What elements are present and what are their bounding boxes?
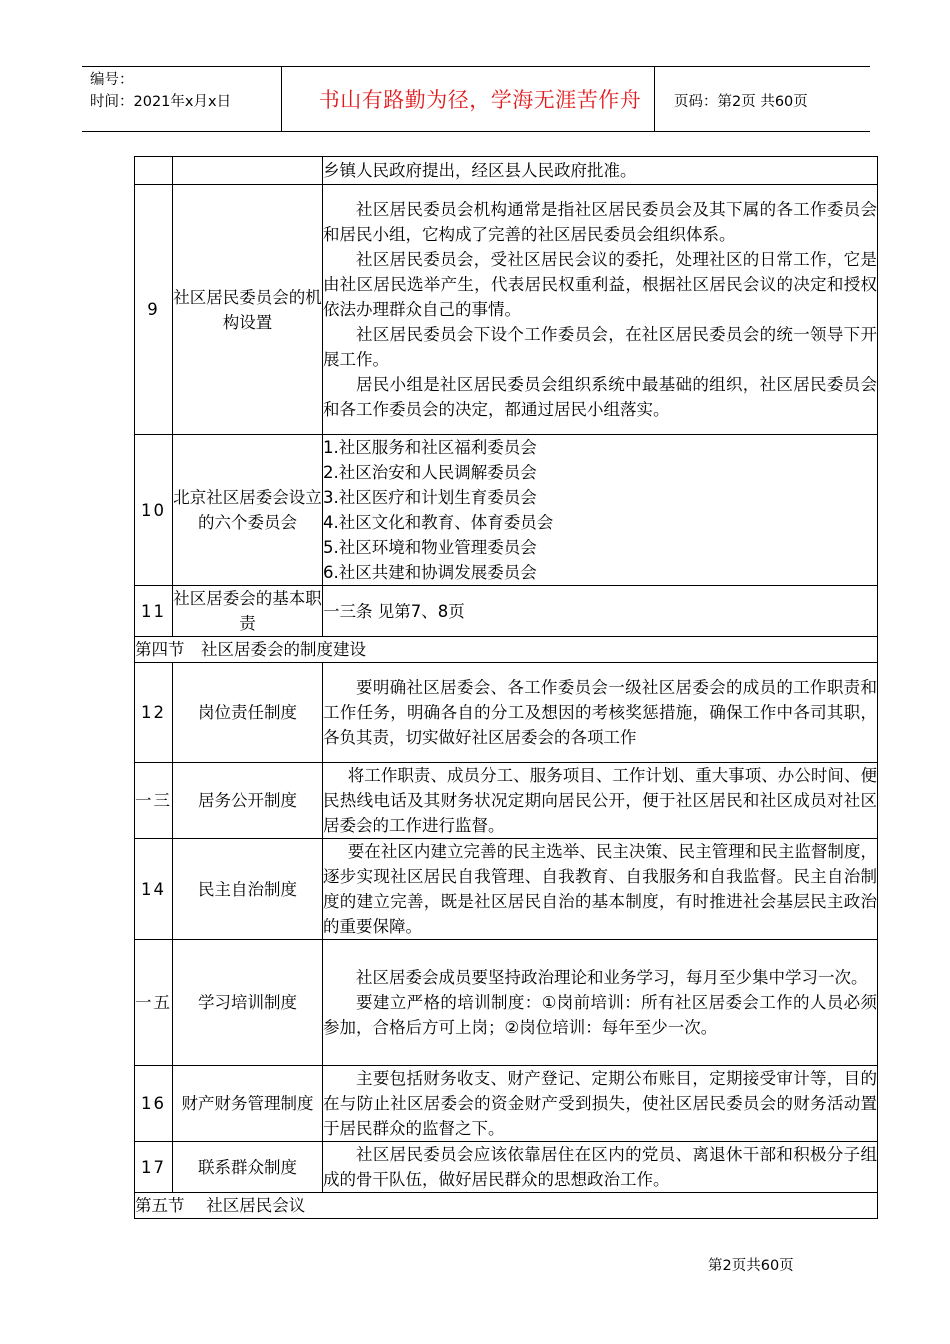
row-number: 一五 [135,940,173,1066]
row-content [323,185,878,435]
row-title: 学习培训制度 [173,940,323,1066]
table-row [135,435,878,586]
table-row [135,586,878,637]
paragraph: 将工作职责、成员分工、服务项目、工作计划、重大事项、办公时间、便民热线电话及其财务状况定期向居民公开，便于社区居民和社区成员对社区居委会的工作进行监督。 [323,766,877,835]
table-row [135,157,878,185]
row-content [323,1066,878,1142]
row-content [323,763,878,839]
paragraph: 要明确社区居委会、各工作委员会一级社区居委会的成员的工作职责和工作任务，明确各自的分工及想因的考核奖惩措施，确保工作中各司其职，各负其责，切实做好社区居委会的各项工作 [323,678,877,747]
row-content: 一三条 见第7、8页 [323,586,878,637]
table-row [135,663,878,763]
paragraph: 居民小组是社区居民委员会组织系统中最基础的组织，社区居民委员会和各工作委员会的决定，都通过居民小组落实。 [323,375,877,419]
table-row [135,1142,878,1193]
list-item: 2.社区治安和人民调解委员会 [323,463,537,482]
row-number: 14 [135,839,173,940]
page-header [82,66,870,132]
list-item: 4.社区文化和教育、体育委员会 [323,513,554,532]
section-heading: 第五节 社区居民会议 [135,1193,878,1219]
table-row [135,940,878,1066]
page-footer: 第2页共60页 [708,1258,794,1274]
row-title: 社区居委会的基本职责 [173,586,323,637]
content-table [134,156,878,1219]
row-number: 9 [135,185,173,435]
section-heading: 第四节 社区居委会的制度建设 [135,637,878,663]
row-content [323,940,878,1066]
row-content [323,435,878,586]
list-item: 1.社区服务和社区福利委员会 [323,438,537,457]
row-title: 社区居民委员会的机构设置 [173,185,323,435]
paragraph: 社区居委会成员要坚持政治理论和业务学习，每月至少集中学习一次。 [356,968,868,987]
row-number: 10 [135,435,173,586]
paragraph: 要建立严格的培训制度：①岗前培训：所有社区居委会工作的人员必须参加，合格后方可上岗；②岗位培训：每年至少一次。 [323,993,877,1037]
row-number: 11 [135,586,173,637]
time-label: 时间：2021年x月x日 [90,94,232,110]
row-content [323,839,878,940]
section-row [135,1193,878,1219]
table-row [135,1066,878,1142]
row-title: 民主自治制度 [173,839,323,940]
row-title: 岗位责任制度 [173,663,323,763]
header-page-info: 页码：第2页 共60页 [674,94,808,110]
paragraph: 社区居民委员会应该依靠居住在区内的党员、离退休干部和积极分子组成的骨干队伍，做好居民群众的思想政治工作。 [323,1145,877,1189]
table-row [135,185,878,435]
row-title: 联系群众制度 [173,1142,323,1193]
row-number [135,157,173,185]
row-content [323,1142,878,1193]
row-title: 居务公开制度 [173,763,323,839]
row-content [323,663,878,763]
header-motto: 书山有路勤为径，学海无涯苦作舟 [318,88,642,112]
row-title: 北京社区居委会设立的六个委员会 [173,435,323,586]
row-content: 乡镇人民政府提出，经区县人民政府批准。 [323,157,878,185]
paragraph: 社区居民委员会下设个工作委员会，在社区居民委员会的统一领导下开展工作。 [323,325,877,369]
list-item: 3.社区医疗和计划生育委员会 [323,488,537,507]
paragraph: 社区居民委员会，受社区居民会议的委托，处理社区的日常工作，它是由社区居民选举产生，代表居民权重利益，根据社区居民会议的决定和授权依法办理群众自己的事情。 [323,250,877,319]
section-row [135,637,878,663]
row-number: 12 [135,663,173,763]
row-number: 一三 [135,763,173,839]
header-divider [654,67,655,131]
list-item: 6.社区共建和协调发展委员会 [323,563,537,582]
table-row [135,839,878,940]
paragraph: 主要包括财务收支、财产登记、定期公布账目，定期接受审计等，目的在与防止社区居委会的资金财产受到损失，使社区居民委员会的财务活动置于居民群众的监督之下。 [323,1069,877,1138]
row-number: 16 [135,1066,173,1142]
table-row [135,763,878,839]
row-title: 财产财务管理制度 [173,1066,323,1142]
code-label: 编号： [90,72,134,88]
list-item: 5.社区环境和物业管理委员会 [323,538,537,557]
header-meta [90,69,231,113]
row-number: 17 [135,1142,173,1193]
row-title [173,157,323,185]
paragraph: 要在社区内建立完善的民主选举、民主决策、民主管理和民主监督制度，逐步实现社区居民自我管理、自我教育、自我服务和自我监督。民主自治制度的建立完善，既是社区居民自治的基本制度，有时推进社会基层民主政治的重要保障。 [323,842,877,936]
paragraph: 社区居民委员会机构通常是指社区居民委员会及其下属的各工作委员会和居民小组，它构成了完善的社区居民委员会组织体系。 [323,200,877,244]
header-divider [281,67,282,131]
